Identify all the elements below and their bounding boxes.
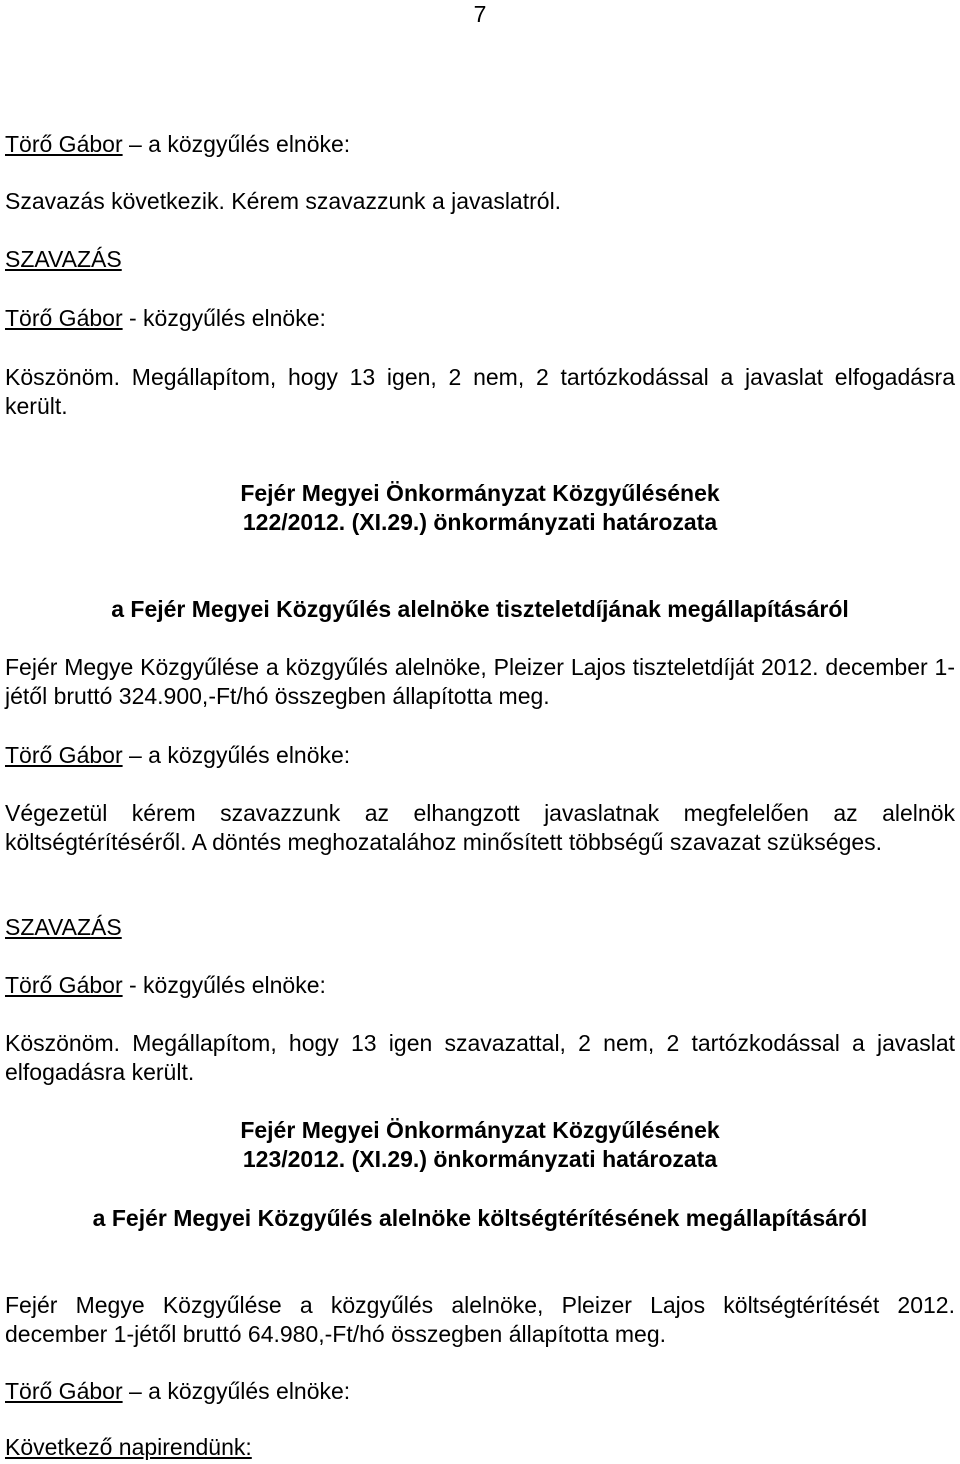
speaker-name: Törő Gábor <box>5 131 123 157</box>
resolution-subject: a Fejér Megyei Közgyűlés alelnöke tiszteletdíjának megállapításáról <box>111 596 849 622</box>
speaker-role: - közgyűlés elnöke: <box>122 305 326 331</box>
speaker-line <box>5 971 955 1000</box>
speaker-role: – a közgyűlés elnöke: <box>122 1378 351 1404</box>
speaker-name: Törő Gábor <box>5 305 123 331</box>
resolution-number: 122/2012. (XI.29.) önkormányzati határozata <box>242 509 718 535</box>
resolution-heading: Fejér Megyei Önkormányzat Közgyűlésének <box>240 480 720 506</box>
paragraph: Köszönöm. Megállapítom, hogy 13 igen, 2 nem, 2 tartózkodással a javaslat elfogadásra került. <box>5 364 955 419</box>
resolution-subject: a Fejér Megyei Közgyűlés alelnöke költségtérítésének megállapításáról <box>92 1205 868 1231</box>
vote-heading: SZAVAZÁS <box>5 914 122 940</box>
speaker-role: – a közgyűlés elnöke: <box>122 131 351 157</box>
paragraph: Köszönöm. Megállapítom, hogy 13 igen szavazattal, 2 nem, 2 tartózkodással a javaslat elfogadásra került. <box>5 1030 955 1085</box>
resolution-number: 123/2012. (XI.29.) önkormányzati határozata <box>242 1146 718 1172</box>
resolution-heading: Fejér Megyei Önkormányzat Közgyűlésének <box>240 1117 720 1143</box>
resolution-body: Fejér Megye Közgyűlése a közgyűlés alelnöke, Pleizer Lajos tiszteletdíját 2012. december 1-jétől bruttó 324.900,-Ft/hó összegben állapította meg. <box>5 654 955 709</box>
resolution-body: Fejér Megye Közgyűlése a közgyűlés alelnöke, Pleizer Lajos költségtérítését 2012. december 1-jétől bruttó 64.980,-Ft/hó összegben állapította meg. <box>5 1292 955 1347</box>
speaker-name: Törő Gábor <box>5 1378 123 1404</box>
speaker-role: - közgyűlés elnöke: <box>122 972 326 998</box>
speaker-line <box>5 741 955 770</box>
paragraph: Szavazás következik. Kérem szavazzunk a javaslatról. <box>5 188 562 214</box>
speaker-name: Törő Gábor <box>5 972 123 998</box>
speaker-line <box>5 1377 955 1406</box>
paragraph: Végezetül kérem szavazzunk az elhangzott javaslatnak megfelelően az alelnök költségtérítéséről. A döntés meghozatalához minősített többségű szavazat szükséges. <box>5 800 955 855</box>
page-number: 7 <box>473 1 487 27</box>
speaker-line <box>5 130 955 159</box>
speaker-line <box>5 304 955 333</box>
page-body <box>5 0 955 1464</box>
vote-heading: SZAVAZÁS <box>5 246 122 272</box>
speaker-name: Törő Gábor <box>5 742 123 768</box>
next-agenda-heading: Következő napirendünk: <box>5 1434 252 1460</box>
speaker-role: – a közgyűlés elnöke: <box>122 742 351 768</box>
